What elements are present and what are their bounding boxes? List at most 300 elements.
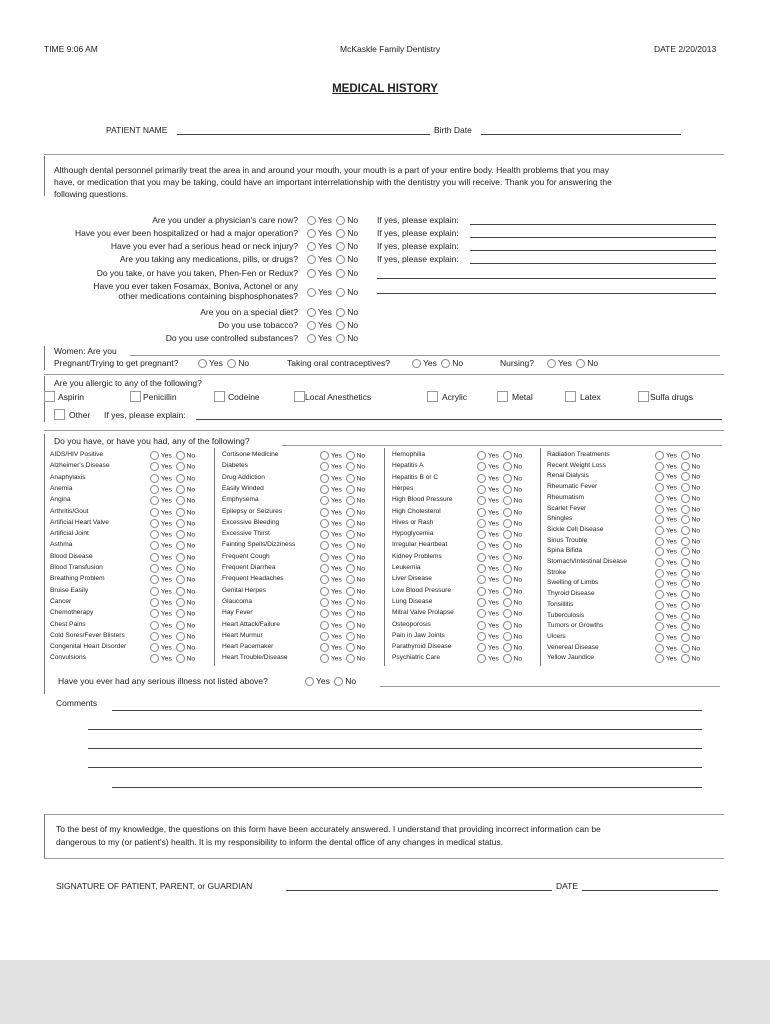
radio-icon[interactable] bbox=[503, 485, 512, 494]
radio-icon[interactable] bbox=[176, 462, 185, 471]
yes-no-choice[interactable] bbox=[148, 609, 195, 618]
yes-no-choice[interactable] bbox=[318, 474, 365, 483]
other-allergy-field[interactable] bbox=[196, 419, 722, 420]
radio-icon[interactable] bbox=[346, 451, 355, 460]
condition-label: Stomach/Intestinal Disease bbox=[547, 558, 627, 565]
radio-icon[interactable] bbox=[176, 654, 185, 663]
yes-no-choice[interactable] bbox=[305, 320, 358, 330]
signature-field[interactable] bbox=[286, 890, 552, 891]
radio-icon[interactable] bbox=[307, 229, 316, 238]
radio-icon[interactable] bbox=[503, 587, 512, 596]
radio-icon[interactable] bbox=[503, 496, 512, 505]
radio-icon[interactable] bbox=[320, 575, 329, 584]
yes-no-choice[interactable] bbox=[148, 598, 195, 607]
allergy-checkbox[interactable] bbox=[427, 391, 438, 402]
radio-icon[interactable] bbox=[336, 308, 345, 317]
radio-icon[interactable] bbox=[681, 483, 690, 492]
radio-icon[interactable] bbox=[150, 575, 159, 584]
radio-icon[interactable] bbox=[320, 609, 329, 618]
yes-no-choice[interactable] bbox=[653, 590, 700, 599]
yes-label: Yes bbox=[331, 553, 342, 561]
radio-icon[interactable] bbox=[320, 462, 329, 471]
radio-icon[interactable] bbox=[150, 553, 159, 562]
yes-no-choice[interactable] bbox=[475, 643, 522, 652]
radio-icon[interactable] bbox=[655, 547, 664, 556]
radio-icon[interactable] bbox=[336, 334, 345, 343]
radio-icon[interactable] bbox=[477, 485, 486, 494]
radio-icon[interactable] bbox=[681, 494, 690, 503]
allergy-checkbox[interactable] bbox=[294, 391, 305, 402]
radio-icon[interactable] bbox=[320, 587, 329, 596]
allergy-checkbox[interactable] bbox=[497, 391, 508, 402]
explain-field[interactable] bbox=[470, 250, 716, 251]
yes-no-choice[interactable] bbox=[318, 621, 365, 630]
radio-icon[interactable] bbox=[681, 590, 690, 599]
radio-icon[interactable] bbox=[655, 472, 664, 481]
radio-icon[interactable] bbox=[477, 462, 486, 471]
radio-icon[interactable] bbox=[346, 519, 355, 528]
radio-icon[interactable] bbox=[503, 508, 512, 517]
radio-icon[interactable] bbox=[176, 519, 185, 528]
radio-icon[interactable] bbox=[334, 677, 343, 686]
radio-icon[interactable] bbox=[681, 654, 690, 663]
yes-no-choice[interactable] bbox=[148, 643, 195, 652]
radio-icon[interactable] bbox=[150, 508, 159, 517]
radio-icon[interactable] bbox=[681, 462, 690, 471]
yes-no-choice[interactable] bbox=[318, 541, 365, 550]
radio-icon[interactable] bbox=[477, 564, 486, 573]
yes-no-choice[interactable] bbox=[475, 609, 522, 618]
radio-icon[interactable] bbox=[681, 526, 690, 535]
yes-no-choice[interactable] bbox=[653, 537, 700, 546]
yes-no-choice[interactable] bbox=[475, 621, 522, 630]
radio-icon[interactable] bbox=[176, 609, 185, 618]
radio-icon[interactable] bbox=[150, 564, 159, 573]
radio-icon[interactable] bbox=[150, 519, 159, 528]
explain-field[interactable] bbox=[470, 237, 716, 238]
contraceptives-yes-no[interactable] bbox=[410, 358, 463, 368]
yes-no-choice[interactable] bbox=[318, 519, 365, 528]
radio-icon[interactable] bbox=[176, 643, 185, 652]
radio-icon[interactable] bbox=[346, 598, 355, 607]
radio-icon[interactable] bbox=[320, 621, 329, 630]
yes-no-choice[interactable] bbox=[148, 530, 195, 539]
radio-icon[interactable] bbox=[477, 519, 486, 528]
pregnant-yes-no[interactable] bbox=[196, 358, 249, 368]
radio-icon[interactable] bbox=[346, 587, 355, 596]
radio-icon[interactable] bbox=[320, 632, 329, 641]
radio-icon[interactable] bbox=[176, 474, 185, 483]
radio-icon[interactable] bbox=[477, 541, 486, 550]
yes-no-choice[interactable] bbox=[653, 526, 700, 535]
radio-icon[interactable] bbox=[681, 537, 690, 546]
radio-icon[interactable] bbox=[336, 229, 345, 238]
yes-no-choice[interactable] bbox=[475, 632, 522, 641]
radio-icon[interactable] bbox=[176, 575, 185, 584]
radio-icon[interactable] bbox=[150, 485, 159, 494]
radio-icon[interactable] bbox=[150, 530, 159, 539]
yes-no-choice[interactable] bbox=[653, 644, 700, 653]
yes-no-choice[interactable] bbox=[318, 485, 365, 494]
radio-icon[interactable] bbox=[655, 644, 664, 653]
yes-no-choice[interactable] bbox=[305, 333, 358, 343]
yes-no-choice[interactable] bbox=[318, 587, 365, 596]
radio-icon[interactable] bbox=[320, 541, 329, 550]
allergy-checkbox[interactable] bbox=[130, 391, 141, 402]
radio-icon[interactable] bbox=[441, 359, 450, 368]
yes-no-choice[interactable] bbox=[653, 451, 700, 460]
radio-icon[interactable] bbox=[307, 255, 316, 264]
comments-line-3[interactable] bbox=[88, 748, 702, 749]
radio-icon[interactable] bbox=[320, 508, 329, 517]
radio-icon[interactable] bbox=[307, 269, 316, 278]
radio-icon[interactable] bbox=[655, 558, 664, 567]
yes-no-choice[interactable] bbox=[475, 462, 522, 471]
yes-no-choice[interactable] bbox=[318, 598, 365, 607]
yes-no-choice[interactable] bbox=[148, 564, 195, 573]
radio-icon[interactable] bbox=[346, 496, 355, 505]
yes-no-choice[interactable] bbox=[305, 254, 358, 264]
yes-no-choice[interactable] bbox=[148, 587, 195, 596]
yes-no-choice[interactable] bbox=[475, 496, 522, 505]
radio-icon[interactable] bbox=[655, 622, 664, 631]
radio-icon[interactable] bbox=[477, 632, 486, 641]
yes-no-choice[interactable] bbox=[653, 633, 700, 642]
radio-icon[interactable] bbox=[320, 451, 329, 460]
radio-icon[interactable] bbox=[655, 494, 664, 503]
yes-no-choice[interactable] bbox=[318, 564, 365, 573]
radio-icon[interactable] bbox=[336, 216, 345, 225]
birth-date-field[interactable] bbox=[481, 134, 681, 135]
yes-no-choice[interactable] bbox=[653, 569, 700, 578]
radio-icon[interactable] bbox=[503, 553, 512, 562]
radio-icon[interactable] bbox=[320, 519, 329, 528]
radio-icon[interactable] bbox=[346, 621, 355, 630]
radio-icon[interactable] bbox=[320, 553, 329, 562]
radio-icon[interactable] bbox=[150, 587, 159, 596]
yes-no-choice[interactable] bbox=[475, 564, 522, 573]
yes-no-choice[interactable] bbox=[318, 575, 365, 584]
no-label: No bbox=[347, 215, 359, 225]
yes-no-choice[interactable] bbox=[305, 228, 358, 238]
radio-icon[interactable] bbox=[681, 569, 690, 578]
yes-no-choice[interactable] bbox=[305, 287, 358, 297]
radio-icon[interactable] bbox=[655, 515, 664, 524]
radio-icon[interactable] bbox=[655, 505, 664, 514]
patient-name-field[interactable] bbox=[177, 134, 430, 135]
radio-icon[interactable] bbox=[176, 508, 185, 517]
radio-icon[interactable] bbox=[503, 632, 512, 641]
yes-no-choice[interactable] bbox=[653, 547, 700, 556]
radio-icon[interactable] bbox=[477, 643, 486, 652]
yes-no-choice[interactable] bbox=[148, 496, 195, 505]
radio-icon[interactable] bbox=[307, 308, 316, 317]
radio-icon[interactable] bbox=[150, 621, 159, 630]
yes-no-choice[interactable] bbox=[475, 508, 522, 517]
yes-no-choice[interactable] bbox=[318, 609, 365, 618]
radio-icon[interactable] bbox=[346, 609, 355, 618]
yes-no-choice[interactable] bbox=[148, 654, 195, 663]
radio-icon[interactable] bbox=[655, 526, 664, 535]
radio-icon[interactable] bbox=[346, 474, 355, 483]
radio-icon[interactable] bbox=[150, 462, 159, 471]
radio-icon[interactable] bbox=[503, 474, 512, 483]
radio-icon[interactable] bbox=[336, 321, 345, 330]
radio-icon[interactable] bbox=[655, 612, 664, 621]
comments-line-2[interactable] bbox=[88, 729, 702, 730]
radio-icon[interactable] bbox=[655, 579, 664, 588]
radio-icon[interactable] bbox=[346, 632, 355, 641]
yes-no-choice[interactable] bbox=[653, 483, 700, 492]
yes-no-choice[interactable] bbox=[148, 621, 195, 630]
radio-icon[interactable] bbox=[681, 547, 690, 556]
radio-icon[interactable] bbox=[477, 621, 486, 630]
yes-no-choice[interactable] bbox=[318, 451, 365, 460]
yes-no-choice[interactable] bbox=[653, 505, 700, 514]
yes-no-choice[interactable] bbox=[305, 241, 358, 251]
radio-icon[interactable] bbox=[477, 474, 486, 483]
radio-icon[interactable] bbox=[307, 216, 316, 225]
radio-icon[interactable] bbox=[305, 677, 314, 686]
radio-icon[interactable] bbox=[176, 587, 185, 596]
signature-date-field[interactable] bbox=[582, 890, 718, 891]
radio-icon[interactable] bbox=[346, 654, 355, 663]
yes-no-choice[interactable] bbox=[475, 553, 522, 562]
radio-icon[interactable] bbox=[655, 537, 664, 546]
radio-icon[interactable] bbox=[176, 541, 185, 550]
radio-icon[interactable] bbox=[176, 632, 185, 641]
radio-icon[interactable] bbox=[150, 643, 159, 652]
radio-icon[interactable] bbox=[336, 269, 345, 278]
radio-icon[interactable] bbox=[477, 598, 486, 607]
nursing-yes-no[interactable] bbox=[545, 358, 598, 368]
radio-icon[interactable] bbox=[346, 485, 355, 494]
radio-icon[interactable] bbox=[320, 530, 329, 539]
radio-icon[interactable] bbox=[681, 612, 690, 621]
explain-field[interactable] bbox=[377, 293, 716, 294]
yes-no-choice[interactable] bbox=[318, 654, 365, 663]
radio-icon[interactable] bbox=[176, 598, 185, 607]
radio-icon[interactable] bbox=[503, 519, 512, 528]
radio-icon[interactable] bbox=[477, 575, 486, 584]
yes-no-choice[interactable] bbox=[653, 622, 700, 631]
radio-icon[interactable] bbox=[503, 654, 512, 663]
yes-no-choice[interactable] bbox=[475, 519, 522, 528]
serious-illness-yes-no[interactable] bbox=[303, 676, 356, 686]
radio-icon[interactable] bbox=[150, 474, 159, 483]
radio-icon[interactable] bbox=[503, 598, 512, 607]
radio-icon[interactable] bbox=[320, 598, 329, 607]
comments-line-5[interactable] bbox=[112, 787, 702, 788]
radio-icon[interactable] bbox=[503, 621, 512, 630]
radio-icon[interactable] bbox=[681, 622, 690, 631]
radio-icon[interactable] bbox=[681, 505, 690, 514]
allergy-checkbox[interactable] bbox=[44, 391, 55, 402]
radio-icon[interactable] bbox=[681, 633, 690, 642]
radio-icon[interactable] bbox=[477, 654, 486, 663]
radio-icon[interactable] bbox=[655, 601, 664, 610]
radio-icon[interactable] bbox=[681, 472, 690, 481]
allergy-checkbox[interactable] bbox=[214, 391, 225, 402]
radio-icon[interactable] bbox=[503, 462, 512, 471]
radio-icon[interactable] bbox=[655, 462, 664, 471]
yes-no-choice[interactable] bbox=[653, 472, 700, 481]
yes-no-choice[interactable] bbox=[475, 575, 522, 584]
yes-no-choice[interactable] bbox=[653, 601, 700, 610]
yes-no-choice[interactable] bbox=[475, 451, 522, 460]
yes-no-choice[interactable] bbox=[318, 643, 365, 652]
radio-icon[interactable] bbox=[681, 558, 690, 567]
radio-icon[interactable] bbox=[307, 242, 316, 251]
yes-no-choice[interactable] bbox=[653, 612, 700, 621]
radio-icon[interactable] bbox=[150, 609, 159, 618]
yes-no-choice[interactable] bbox=[475, 654, 522, 663]
yes-no-choice[interactable] bbox=[148, 632, 195, 641]
radio-icon[interactable] bbox=[477, 496, 486, 505]
yes-no-choice[interactable] bbox=[305, 307, 358, 317]
radio-icon[interactable] bbox=[176, 553, 185, 562]
radio-icon[interactable] bbox=[503, 564, 512, 573]
radio-icon[interactable] bbox=[336, 242, 345, 251]
radio-icon[interactable] bbox=[150, 632, 159, 641]
radio-icon[interactable] bbox=[477, 530, 486, 539]
radio-icon[interactable] bbox=[346, 508, 355, 517]
radio-icon[interactable] bbox=[176, 564, 185, 573]
yes-no-choice[interactable] bbox=[475, 598, 522, 607]
radio-icon[interactable] bbox=[547, 359, 556, 368]
yes-no-choice[interactable] bbox=[148, 519, 195, 528]
no-label: No bbox=[691, 644, 701, 652]
yes-label: Yes bbox=[488, 520, 499, 528]
radio-icon[interactable] bbox=[320, 654, 329, 663]
radio-icon[interactable] bbox=[681, 579, 690, 588]
yes-no-choice[interactable] bbox=[148, 462, 195, 471]
radio-icon[interactable] bbox=[176, 496, 185, 505]
radio-icon[interactable] bbox=[320, 564, 329, 573]
yes-no-choice[interactable] bbox=[318, 462, 365, 471]
radio-icon[interactable] bbox=[655, 590, 664, 599]
radio-icon[interactable] bbox=[655, 633, 664, 642]
comments-line-1[interactable] bbox=[112, 710, 702, 711]
radio-icon[interactable] bbox=[346, 530, 355, 539]
radio-icon[interactable] bbox=[477, 451, 486, 460]
radio-icon[interactable] bbox=[681, 601, 690, 610]
explain-field[interactable] bbox=[470, 263, 716, 264]
radio-icon[interactable] bbox=[655, 569, 664, 578]
radio-icon[interactable] bbox=[346, 541, 355, 550]
radio-icon[interactable] bbox=[150, 451, 159, 460]
radio-icon[interactable] bbox=[150, 598, 159, 607]
radio-icon[interactable] bbox=[346, 564, 355, 573]
radio-icon[interactable] bbox=[346, 643, 355, 652]
yes-no-choice[interactable] bbox=[148, 508, 195, 517]
radio-icon[interactable] bbox=[307, 334, 316, 343]
yes-no-choice[interactable] bbox=[653, 515, 700, 524]
radio-icon[interactable] bbox=[150, 496, 159, 505]
allergy-checkbox[interactable] bbox=[638, 391, 649, 402]
yes-no-choice[interactable] bbox=[148, 553, 195, 562]
radio-icon[interactable] bbox=[655, 654, 664, 663]
yes-no-choice[interactable] bbox=[653, 462, 700, 471]
yes-no-choice[interactable] bbox=[318, 508, 365, 517]
radio-icon[interactable] bbox=[227, 359, 236, 368]
yes-no-choice[interactable] bbox=[475, 587, 522, 596]
radio-icon[interactable] bbox=[655, 483, 664, 492]
radio-icon[interactable] bbox=[576, 359, 585, 368]
radio-icon[interactable] bbox=[681, 451, 690, 460]
yes-no-choice[interactable] bbox=[475, 541, 522, 550]
radio-icon[interactable] bbox=[503, 575, 512, 584]
yes-no-choice[interactable] bbox=[305, 268, 358, 278]
explain-field[interactable] bbox=[470, 224, 716, 225]
radio-icon[interactable] bbox=[307, 321, 316, 330]
radio-icon[interactable] bbox=[503, 451, 512, 460]
yes-no-choice[interactable] bbox=[318, 530, 365, 539]
allergy-checkbox[interactable] bbox=[565, 391, 576, 402]
radio-icon[interactable] bbox=[176, 530, 185, 539]
radio-icon[interactable] bbox=[198, 359, 207, 368]
radio-icon[interactable] bbox=[681, 644, 690, 653]
comments-line-4[interactable] bbox=[88, 767, 702, 768]
radio-icon[interactable] bbox=[336, 255, 345, 264]
radio-icon[interactable] bbox=[477, 609, 486, 618]
radio-icon[interactable] bbox=[176, 621, 185, 630]
radio-icon[interactable] bbox=[346, 575, 355, 584]
yes-no-choice[interactable] bbox=[148, 451, 195, 460]
radio-icon[interactable] bbox=[150, 541, 159, 550]
yes-no-choice[interactable] bbox=[148, 541, 195, 550]
radio-icon[interactable] bbox=[336, 288, 345, 297]
radio-icon[interactable] bbox=[412, 359, 421, 368]
radio-icon[interactable] bbox=[681, 515, 690, 524]
yes-no-choice[interactable] bbox=[475, 474, 522, 483]
explain-field[interactable] bbox=[377, 278, 716, 279]
yes-no-choice[interactable] bbox=[318, 632, 365, 641]
yes-no-choice[interactable] bbox=[148, 575, 195, 584]
radio-icon[interactable] bbox=[477, 553, 486, 562]
radio-icon[interactable] bbox=[477, 508, 486, 517]
radio-icon[interactable] bbox=[176, 451, 185, 460]
yes-no-choice[interactable] bbox=[318, 496, 365, 505]
radio-icon[interactable] bbox=[477, 587, 486, 596]
yes-no-choice[interactable] bbox=[475, 485, 522, 494]
yes-no-choice[interactable] bbox=[653, 494, 700, 503]
radio-icon[interactable] bbox=[307, 288, 316, 297]
radio-icon[interactable] bbox=[150, 654, 159, 663]
radio-icon[interactable] bbox=[503, 609, 512, 618]
radio-icon[interactable] bbox=[503, 643, 512, 652]
yes-no-choice[interactable] bbox=[148, 485, 195, 494]
radio-icon[interactable] bbox=[503, 541, 512, 550]
yes-no-choice[interactable] bbox=[305, 215, 358, 225]
radio-icon[interactable] bbox=[320, 485, 329, 494]
radio-icon[interactable] bbox=[655, 451, 664, 460]
radio-icon[interactable] bbox=[503, 530, 512, 539]
radio-icon[interactable] bbox=[320, 643, 329, 652]
radio-icon[interactable] bbox=[346, 553, 355, 562]
radio-icon[interactable] bbox=[346, 462, 355, 471]
radio-icon[interactable] bbox=[320, 496, 329, 505]
other-allergy-checkbox[interactable] bbox=[54, 409, 65, 420]
yes-no-choice[interactable] bbox=[148, 474, 195, 483]
yes-no-choice[interactable] bbox=[653, 558, 700, 567]
yes-no-choice[interactable] bbox=[653, 654, 700, 663]
radio-icon[interactable] bbox=[176, 485, 185, 494]
yes-no-choice[interactable] bbox=[318, 553, 365, 562]
yes-no-choice[interactable] bbox=[475, 530, 522, 539]
radio-icon[interactable] bbox=[320, 474, 329, 483]
yes-no-choice[interactable] bbox=[653, 579, 700, 588]
